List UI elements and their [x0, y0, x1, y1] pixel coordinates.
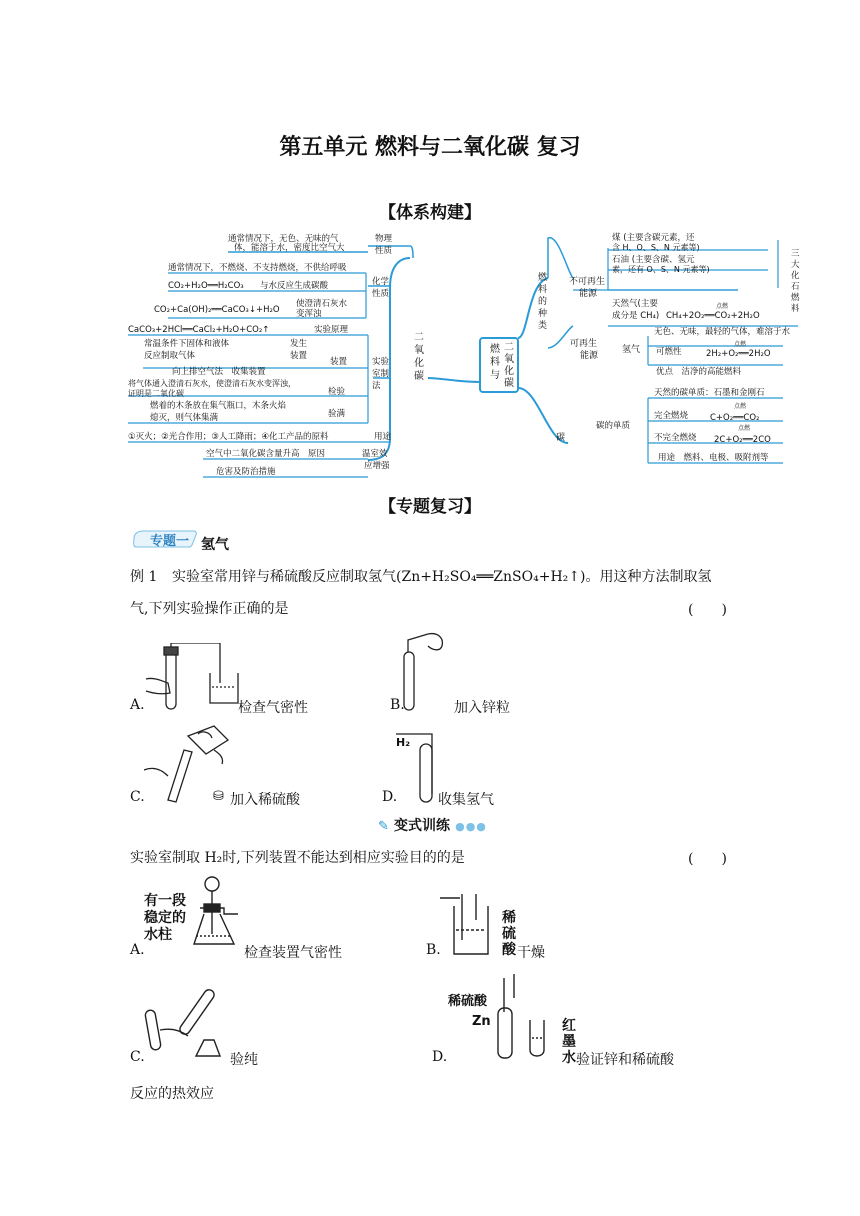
example1-paren: ( )	[688, 602, 727, 618]
physical-cat-1: 性质	[375, 246, 393, 256]
center-left-2: 与	[490, 370, 500, 381]
nonrenew-cat-0: 不可再生	[569, 277, 606, 287]
lab-principle: 实验原理	[314, 325, 349, 335]
lab-collect: 向上排空气法 收集装置	[172, 367, 266, 377]
q2-d-ink	[562, 1018, 576, 1066]
greenhouse-cause: 空气中二氧化碳含量升高 原因	[206, 449, 326, 459]
example1-text2: 气,下列实验操作正确的是	[130, 601, 289, 617]
center-3: 碳	[504, 378, 514, 389]
coal-0: 煤 (主要含碳元素，还	[612, 233, 695, 243]
option-c-letter: C.	[130, 789, 145, 805]
center-1: 氧	[504, 354, 514, 365]
lab-full: 验满	[328, 409, 346, 419]
fuel-types-2: 的	[538, 297, 548, 307]
chemical-eq2: CO₂+Ca(OH)₂══CaCO₃↓+H₂O	[154, 305, 280, 315]
co2-branch-1: 氧	[414, 345, 424, 356]
q2-c-text: 验纯	[230, 1052, 258, 1068]
oil-0: 石油 (主要含碳、氢元	[612, 255, 695, 265]
chemical-cat-1: 性质	[372, 289, 390, 299]
fossil-0: 三	[791, 249, 800, 259]
center-0: 二	[504, 342, 514, 353]
section-heading-review: 【专题复习】	[379, 497, 481, 517]
option-a-letter: A.	[130, 697, 145, 713]
physical-cat-0: 物理	[375, 234, 393, 244]
lab-device: 装置	[330, 357, 348, 367]
co2-branch-2: 化	[414, 358, 424, 369]
nonrenew-cat-1: 能源	[579, 289, 598, 299]
physical-text-0: 通常情况下，无色、无味的气	[228, 234, 339, 244]
fuel-types-3: 种	[538, 309, 548, 319]
lab-cat-1: 室制	[372, 369, 390, 379]
page-title: 第五单元 燃料与二氧化碳 复习	[279, 135, 581, 160]
q2-b-annot-0: 稀	[502, 910, 516, 926]
fossil-2: 化	[791, 271, 800, 281]
renew-adv: 优点 洁净的高能燃料	[656, 367, 742, 377]
option-a-image	[140, 643, 240, 713]
lab-test-text-1: 证明是二氧化碳	[128, 389, 184, 398]
section-heading-structure: 【体系构建】	[379, 203, 481, 223]
option-b-image	[398, 632, 458, 714]
q2-d-ink-1: 墨	[562, 1034, 576, 1050]
topic-badge-label: 专题一	[150, 534, 190, 549]
q2-d-ink-0: 红	[562, 1018, 576, 1034]
lab-full-text-0: 燃着的木条放在集气瓶口，木条火焰	[150, 401, 287, 411]
renew-comb: 可燃性	[656, 347, 682, 357]
q2-a-image	[190, 874, 250, 948]
q2-b-annotation	[502, 910, 516, 958]
q2-b-annot-1: 硫	[502, 926, 516, 942]
renew-h2: 氢气	[622, 345, 641, 355]
q2-a-annot-0: 有一段	[144, 893, 186, 909]
physical-text-1: 体，能溶于水，密度比空气大	[234, 243, 345, 253]
fossil-5: 料	[791, 304, 800, 314]
uses-text: ①灭火；②光合作用；③人工降雨；④化工产品的原料	[128, 432, 329, 442]
fossil-4: 燃	[791, 293, 800, 303]
greenhouse-harm: 危害及防治措施	[216, 467, 276, 477]
q2-d-zn: Zn	[472, 1014, 491, 1029]
lab-generator-1: 装置	[290, 351, 308, 361]
chemical-note1: 与水反应生成碳酸	[260, 281, 329, 291]
q2-d-acid: 稀硫酸	[448, 994, 488, 1009]
example1-text1: 实验室常用锌与稀硫酸反应制取氢气(Zn+H₂SO₄══ZnSO₄+H₂↑)。用这种方法制取氢	[172, 569, 712, 585]
lab-device-text-0: 常温条件下固体和液体	[144, 339, 230, 349]
variant-label: 变式训练	[394, 818, 450, 834]
q2-c-letter: C.	[130, 1049, 145, 1065]
carbon-cond-1: 点燃	[734, 403, 747, 410]
topic-name: 氢气	[201, 537, 229, 553]
renew-comb-eq: 2H₂+O₂══2H₂O	[706, 349, 771, 359]
lab-full-text-1: 熄灭，则气体集满	[150, 413, 219, 423]
gas-cond: 点燃	[716, 303, 729, 310]
option-a-text: 检查气密性	[238, 700, 308, 716]
pencil-icon: ✎	[378, 819, 389, 834]
carbon-incomplete-eq: 2C+O₂══2CO	[714, 435, 771, 445]
q2-b-image	[440, 890, 500, 960]
renew-cat-1: 能源	[580, 351, 599, 361]
carbon-label: 碳	[556, 433, 566, 443]
example1-label: 例 1	[130, 569, 158, 585]
greenhouse-cat-1: 应增强	[364, 461, 390, 471]
option-d-letter: D.	[382, 789, 398, 805]
fuel-types-4: 类	[538, 321, 548, 331]
carbon-complete-eq: C+O₂══CO₂	[710, 413, 760, 423]
fossil-3: 石	[791, 282, 800, 292]
fuel-types-1: 料	[538, 285, 548, 295]
oil-1: 素，还有 O、S、N 元素等)	[612, 265, 710, 274]
mind-map	[128, 228, 804, 480]
carbon-uses: 用途 燃料、电极、吸附剂等	[658, 453, 769, 463]
bottle-icon: ⛁	[213, 789, 224, 804]
dots-icon: ●●●	[455, 820, 487, 833]
gas-1: 成分是 CH₄)	[612, 311, 660, 321]
lab-cat-0: 实验	[372, 357, 390, 367]
carbon-incomplete: 不完全燃烧	[654, 433, 697, 443]
lab-test-text-0: 将气体通入澄清石灰水，使澄清石灰水变浑浊，	[128, 379, 296, 388]
carbon-elem: 碳的单质	[596, 421, 631, 431]
q2-b-text: 干燥	[517, 945, 545, 961]
variant-training-badge	[378, 815, 487, 833]
q2-d-letter: D.	[432, 1049, 448, 1065]
chemical-cat-0: 化学	[372, 277, 390, 287]
q2-c-image	[140, 984, 240, 1060]
renew-cat-0: 可再生	[570, 339, 598, 349]
center-2: 化	[504, 366, 514, 377]
carbon-cond-2: 点燃	[738, 425, 751, 432]
chemical-note2-1: 变浑浊	[296, 309, 322, 319]
gas-0: 天然气(主要	[612, 299, 658, 309]
lab-device-text-1: 反应制取气体	[144, 351, 196, 361]
q2-b-annot-2: 酸	[502, 942, 516, 958]
coal-1: 含 H、O、S、N 元素等)	[612, 243, 700, 252]
renew-cond: 点燃	[734, 341, 747, 348]
center-left-0: 燃	[490, 344, 500, 355]
q2-paren: ( )	[688, 851, 727, 867]
option-d-text: 收集氢气	[438, 792, 494, 808]
q2-a-annot-1: 稳定的	[144, 910, 186, 926]
co2-branch-0: 二	[414, 332, 424, 343]
q2-a-annot-2: 水柱	[144, 927, 172, 943]
chemical-eq1: CO₂+H₂O══H₂CO₃	[168, 281, 244, 291]
renew-prop: 无色、无味，最轻的气体，难溶于水	[654, 327, 791, 337]
option-c-text: 加入稀硫酸	[230, 792, 300, 808]
lab-cat-2: 法	[372, 381, 381, 391]
q2-d-ink-2: 水	[562, 1050, 576, 1066]
q2-d-image	[490, 972, 560, 1062]
option-b-letter: B.	[390, 697, 405, 713]
center-left-1: 料	[490, 357, 500, 368]
q2-text: 实验室制取 H₂时,下列装置不能达到相应实验目的的是	[130, 850, 465, 866]
fuel-types-0: 燃	[538, 273, 548, 283]
q2-b-letter: B.	[426, 942, 441, 958]
lab-test: 检验	[328, 387, 346, 397]
greenhouse-cat-0: 温室效	[362, 449, 388, 459]
q2-d-text: 验证锌和稀硫酸	[576, 1052, 674, 1068]
q2-continuation: 反应的热效应	[130, 1086, 214, 1102]
fossil-1: 大	[791, 260, 800, 270]
chemical-note2-0: 使澄清石灰水	[296, 299, 348, 309]
q2-a-text: 检查装置气密性	[244, 945, 342, 961]
co2-branch-3: 碳	[414, 371, 424, 382]
h2-label: H₂	[396, 736, 411, 749]
gas-eq: CH₄+2O₂══CO₂+2H₂O	[666, 311, 760, 321]
carbon-natural: 天然的碳单质：石墨和金刚石	[654, 388, 765, 398]
q2-a-annotation	[144, 893, 186, 944]
lab-generator-0: 发生	[290, 339, 308, 349]
chemical-item1: 通常情况下，不燃烧、不支持燃烧，不供给呼吸	[168, 263, 347, 273]
lab-principle-eq: CaCO₃+2HCl══CaCl₂+H₂O+CO₂↑	[128, 325, 270, 335]
topic-badge	[130, 529, 198, 549]
option-b-text: 加入锌粒	[454, 700, 510, 716]
carbon-complete: 完全燃烧	[654, 411, 689, 421]
q2-a-letter: A.	[130, 942, 145, 958]
uses-label: 用途	[374, 432, 392, 442]
